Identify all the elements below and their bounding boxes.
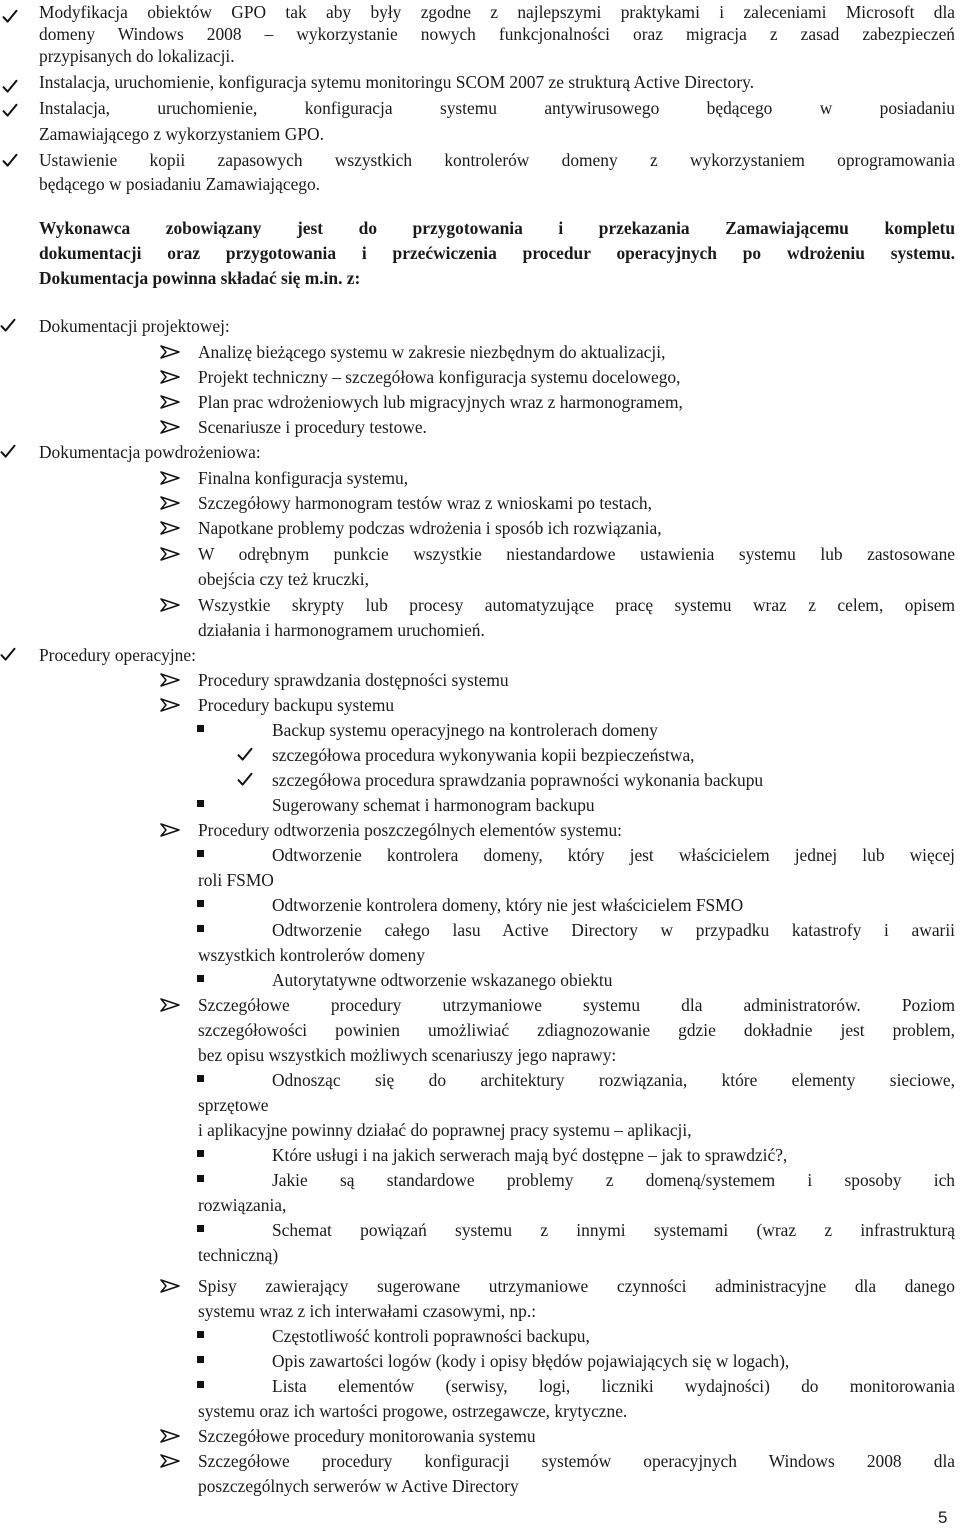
sub-item: Lista elementów (serwisy, logi, liczniki wydajności) do monitorowania — [272, 1376, 955, 1396]
sub-item: wszystkich kontrolerów domeny — [198, 945, 426, 965]
list-item: Scenariusze i procedury testowe. — [198, 417, 427, 437]
intro-item-line: Zamawiającego z wykorzystaniem GPO. — [39, 124, 324, 144]
square-bullet-icon — [197, 1381, 204, 1388]
intro-item-line: Instalacja, uruchomienie, konfiguracja systemu antywirusowego będącego w posiadaniu — [39, 98, 955, 118]
list-item: Szczegółowe procedury utrzymaniowe systemu dla administratorów. Poziom — [198, 995, 955, 1015]
list-item: Napotkane problemy podczas wdrożenia i sposób ich rozwiązania, — [198, 518, 662, 538]
sub-item: Opis zawartości logów (kody i opisy błędów pojawiających się w logach), — [272, 1351, 790, 1371]
intro-item-line: domeny Windows 2008 – wykorzystanie nowych funkcjonalności oraz migracja z zasad zabezpieczeń — [39, 24, 955, 44]
list-item: Procedury backupu systemu — [198, 695, 395, 715]
intro-item-line: Modyfikacja obiektów GPO tak aby były zgodne z najlepszymi praktykami i zaleceniami Microsoft dla — [39, 2, 955, 22]
arrow-bullet-icon — [160, 495, 182, 511]
arrow-bullet-icon — [160, 369, 182, 385]
sub-item: Backup systemu operacyjnego na kontrolerach domeny — [272, 720, 658, 740]
arrow-bullet-icon — [160, 344, 182, 360]
list-item: bez opisu wszystkich możliwych scenariuszy jego naprawy: — [198, 1045, 617, 1065]
list-item: poszczególnych serwerów w Active Directory — [198, 1476, 519, 1496]
square-bullet-icon — [197, 925, 204, 932]
list-item: Procedury sprawdzania dostępności systemu — [198, 670, 509, 690]
arrow-bullet-icon — [160, 1453, 182, 1469]
list-item: działania i harmonogramem uruchomień. — [198, 620, 485, 640]
square-bullet-icon — [197, 1075, 204, 1082]
sub-item: Odtworzenie całego lasu Active Directory w przypadku katastrofy i awarii — [272, 920, 955, 940]
list-item: Finalna konfiguracja systemu, — [198, 468, 409, 488]
checkmark-icon — [0, 444, 16, 459]
sub-item: Sugerowany schemat i harmonogram backupu — [272, 795, 595, 815]
list-item: Procedury odtworzenia poszczególnych elementów systemu: — [198, 820, 623, 840]
statement-line: Wykonawca zobowiązany jest do przygotowania i przekazania Zamawiającemu kompletu — [39, 218, 955, 238]
list-item: Szczegółowe procedury monitorowania systemu — [198, 1426, 536, 1446]
sub-item: Odtworzenie kontrolera domeny, który jest właścicielem jednej lub więcej — [272, 845, 955, 865]
section-heading: Dokumentacji projektowej: — [39, 316, 230, 336]
section-heading: Dokumentacja powdrożeniowa: — [39, 442, 261, 462]
intro-item-line: będącego w posiadaniu Zamawiającego. — [39, 174, 321, 194]
section-heading: Procedury operacyjne: — [39, 645, 196, 665]
arrow-bullet-icon — [160, 1428, 182, 1444]
checkmark-icon — [2, 79, 18, 94]
sub-item: i aplikacyjne powinny działać do poprawnej pracy systemu – aplikacji, — [198, 1120, 692, 1140]
sub-item: Jakie są standardowe problemy z domeną/systemem i sposoby ich — [272, 1170, 955, 1190]
arrow-bullet-icon — [160, 394, 182, 410]
list-item: Plan prac wdrożeniowych lub migracyjnych wraz z harmonogramem, — [198, 392, 683, 412]
intro-item-line: Ustawienie kopii zapasowych wszystkich kontrolerów domeny z wykorzystaniem oprogramowania — [39, 150, 955, 170]
square-bullet-icon — [197, 1150, 204, 1157]
arrow-bullet-icon — [160, 822, 182, 838]
sub-item: Częstotliwość kontroli poprawności backupu, — [272, 1326, 590, 1346]
checkmark-icon — [2, 103, 18, 118]
square-bullet-icon — [197, 1225, 204, 1232]
arrow-bullet-icon — [160, 597, 182, 613]
arrow-bullet-icon — [160, 672, 182, 688]
list-item: Projekt techniczny – szczegółowa konfiguracja systemu docelowego, — [198, 367, 681, 387]
arrow-bullet-icon — [160, 419, 182, 435]
checkmark-icon — [0, 318, 16, 333]
checkmark-icon — [2, 9, 18, 24]
list-item: W odrębnym punkcie wszystkie niestandardowe ustawienia systemu lub zastosowane — [198, 544, 955, 564]
sub-item: Które usługi i na jakich serwerach mają być dostępne – jak to sprawdzić?, — [272, 1145, 788, 1165]
statement-line: Dokumentacja powinna składać się m.in. z: — [39, 268, 361, 288]
statement-line: dokumentacji oraz przygotowania i przećwiczenia procedur operacyjnych po wdrożeniu systemu. — [39, 243, 955, 263]
checkmark-icon — [2, 153, 18, 168]
arrow-bullet-icon — [160, 546, 182, 562]
sub-item: sprzętowe — [198, 1095, 269, 1115]
arrow-bullet-icon — [160, 520, 182, 536]
square-bullet-icon — [197, 975, 204, 982]
sub-item: Schemat powiązań systemu z innymi systemami (wraz z infrastrukturą — [272, 1220, 955, 1240]
sub-item: Odnosząc się do architektury rozwiązania, które elementy sieciowe, — [272, 1070, 955, 1090]
list-item: Szczegółowe procedury konfiguracji systemów operacyjnych Windows 2008 dla — [198, 1451, 955, 1471]
square-bullet-icon — [197, 725, 204, 732]
arrow-bullet-icon — [160, 697, 182, 713]
sub-item: techniczną) — [198, 1245, 279, 1265]
list-item: Analizę bieżącego systemu w zakresie niezbędnym do aktualizacji, — [198, 342, 666, 362]
sub-item: Autorytatywne odtworzenie wskazanego obiektu — [272, 970, 613, 990]
square-bullet-icon — [197, 850, 204, 857]
square-bullet-icon — [197, 800, 204, 807]
list-item: szczegółowości powinien umożliwiać zdiagnozowanie gdzie dokładnie jest problem, — [198, 1020, 955, 1040]
list-item: Szczegółowy harmonogram testów wraz z wnioskami po testach, — [198, 493, 652, 513]
checkmark-icon — [237, 772, 253, 787]
list-item: systemu wraz z ich interwałami czasowymi, np.: — [198, 1301, 537, 1321]
sub-item: szczegółowa procedura sprawdzania poprawności wykonania backupu — [272, 770, 764, 790]
sub-item: szczegółowa procedura wykonywania kopii bezpieczeństwa, — [272, 745, 695, 765]
list-item: obejścia czy też kruczki, — [198, 569, 369, 589]
sub-item: rozwiązania, — [198, 1195, 287, 1215]
sub-item: Odtworzenie kontrolera domeny, który nie jest właścicielem FSMO — [272, 895, 744, 915]
checkmark-icon — [237, 747, 253, 762]
list-item: Wszystkie skrypty lub procesy automatyzujące pracę systemu wraz z celem, opisem — [198, 595, 955, 615]
checkmark-icon — [0, 647, 16, 662]
page-number: 5 — [938, 1508, 948, 1527]
square-bullet-icon — [197, 900, 204, 907]
square-bullet-icon — [197, 1331, 204, 1338]
intro-item-line: Instalacja, uruchomienie, konfiguracja sytemu monitoringu SCOM 2007 ze strukturą Active Directory. — [39, 72, 755, 92]
intro-item-line: przypisanych do lokalizacji. — [39, 46, 235, 66]
square-bullet-icon — [197, 1356, 204, 1363]
arrow-bullet-icon — [160, 470, 182, 486]
arrow-bullet-icon — [160, 997, 182, 1013]
square-bullet-icon — [197, 1175, 204, 1182]
sub-item: roli FSMO — [198, 870, 274, 890]
arrow-bullet-icon — [160, 1278, 182, 1294]
sub-item: systemu oraz ich wartości progowe, ostrzegawcze, krytyczne. — [198, 1401, 628, 1421]
list-item: Spisy zawierający sugerowane utrzymaniowe czynności administracyjne dla danego — [198, 1276, 955, 1296]
